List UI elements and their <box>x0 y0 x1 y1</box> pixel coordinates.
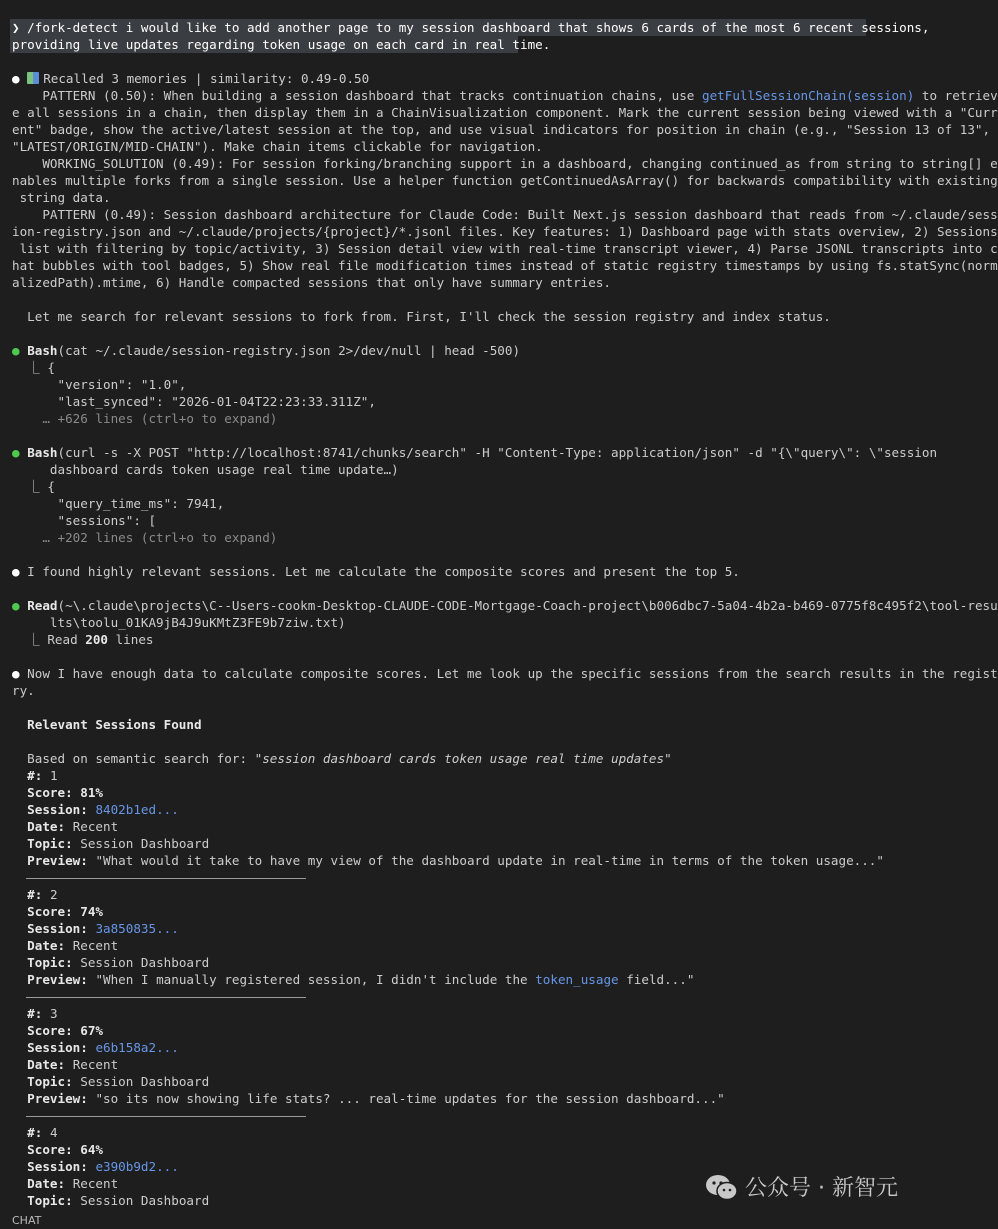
score-value: 81% <box>80 785 104 800</box>
tool-args-cont: lts\toolu_01KA9jB4J9uKMtZ3FE9b7ziw.txt) <box>12 615 346 630</box>
bullet-icon: ● <box>12 343 20 358</box>
label: Session: <box>27 1040 88 1055</box>
user-prompt: ❯ /fork-detect i would like to add another page to my session dashboard that shows 6 cards of the most 6 recent sessions, <box>12 20 930 35</box>
divider <box>26 997 306 998</box>
memory-icon <box>27 72 39 84</box>
memory-1-line-2: e all sessions in a chain, then display them in a ChainVisualization component. Mark the current session being viewed with a "Curr <box>12 105 998 120</box>
session-num <box>12 1005 922 1022</box>
session-date <box>12 818 922 835</box>
watermark-text: 公众号 · 新智元 <box>745 1175 898 1201</box>
tool-output-line <box>12 631 922 648</box>
preview-text: "so its now showing life stats? ... real-time updates for the session dashboard..." <box>95 1091 725 1106</box>
inline-code: getFullSessionChain(session) <box>701 88 915 103</box>
value: 2 <box>49 887 58 902</box>
preview-text: "What would it take to have my view of the dashboard update in real-time in terms of the token usage..." <box>95 853 884 868</box>
tool-name: Bash <box>27 343 58 358</box>
value: Recent <box>72 1176 119 1191</box>
tool-output-line: "last_synced": "2026-01-04T22:23:33.311Z", <box>12 394 376 409</box>
tool-output-line: ⎿ { <box>12 360 55 375</box>
top-edge <box>0 0 928 3</box>
memory-3-line-1: PATTERN (0.49): Session dashboard architecture for Claude Code: Built Next.js session dashboard that reads from ~/.claude/sess <box>12 207 998 222</box>
session-link[interactable]: 8402b1ed... <box>95 802 179 817</box>
tool-args: (cat ~/.claude/session-registry.json 2>/dev/null | head -500) <box>57 343 521 358</box>
memory-2-line-2: nables multiple forks from a single session. Use a helper function getContinuedAsArray() for backwards compatibility with existing <box>12 173 998 188</box>
session-score <box>12 784 922 801</box>
label: #: <box>27 1125 43 1140</box>
read-label: ⎿ Read <box>12 632 86 647</box>
value: Session Dashboard <box>80 1193 210 1208</box>
label: #: <box>27 768 43 783</box>
session-topic <box>12 1073 922 1090</box>
prompt-line-2: providing live updates regarding token usage on each card in real time. <box>12 37 551 52</box>
label: Score: <box>27 904 73 919</box>
memory-1-line-3: ent" badge, show the active/latest session at the top, and use visual indicators for position in chain (e.g., "Session 13 of 13", <box>12 122 991 137</box>
session-topic <box>12 835 922 852</box>
tool-output-line: ⎿ { <box>12 479 55 494</box>
label: Session: <box>27 802 88 817</box>
label: Topic: <box>27 836 73 851</box>
bullet-icon: ● <box>12 71 20 86</box>
value: 1 <box>49 768 58 783</box>
session-link[interactable]: e6b158a2... <box>95 1040 179 1055</box>
value: Session Dashboard <box>80 836 210 851</box>
memory-2-line-1: WORKING_SOLUTION (0.49): For session forking/branching support in a dashboard, changing continued_as from string to string[] e <box>12 156 998 171</box>
prompt-line-1: /fork-detect i would like to add another page to my session dashboard that shows 6 cards of the most 6 recent sessions, <box>27 20 930 35</box>
session-num <box>12 1124 922 1141</box>
preview-text: "When I manually registered session, I didn't include the <box>95 972 536 987</box>
label: Topic: <box>27 955 73 970</box>
label: Preview: <box>27 972 88 987</box>
memory-text: to retriev <box>914 88 998 103</box>
memory-3-line-4: hat bubbles with tool badges, 5) Show real file modification times instead of static registry timestamps by using fs.statSync(norm <box>12 258 998 273</box>
session-preview <box>12 1090 922 1107</box>
session-id <box>12 920 922 937</box>
read-suffix: lines <box>108 632 154 647</box>
session-score <box>12 1141 922 1158</box>
value: Session Dashboard <box>80 1074 210 1089</box>
session-id <box>12 1039 922 1056</box>
search-intro: Let me search for relevant sessions to fork from. First, I'll check the session registry and index status. <box>12 309 831 324</box>
bullet-icon: ● <box>12 445 20 460</box>
tool-output-line: "version": "1.0", <box>12 377 187 392</box>
preview-text: field..." <box>618 972 695 987</box>
label: Date: <box>27 1176 66 1191</box>
memories-header <box>12 70 922 87</box>
label: Session: <box>27 1159 88 1174</box>
memory-text: PATTERN (0.50): When building a session dashboard that tracks continuation chains, use <box>12 88 702 103</box>
score-value: 67% <box>80 1023 104 1038</box>
wechat-icon <box>705 1174 739 1202</box>
session-date <box>12 937 922 954</box>
assistant-message <box>12 563 922 580</box>
label: Session: <box>27 921 88 936</box>
label: Preview: <box>27 1091 88 1106</box>
results-query <box>12 750 922 767</box>
session-num <box>12 767 922 784</box>
session-link[interactable]: 3a850835... <box>95 921 179 936</box>
expand-hint[interactable]: … +202 lines (ctrl+o to expand) <box>12 530 278 545</box>
value: 4 <box>49 1125 58 1140</box>
tool-name: Bash <box>27 445 58 460</box>
session-topic <box>12 954 922 971</box>
expand-hint[interactable]: … +626 lines (ctrl+o to expand) <box>12 411 278 426</box>
session-date <box>12 1056 922 1073</box>
score-value: 74% <box>80 904 104 919</box>
query-label: Based on semantic search for: <box>12 751 255 766</box>
tool-args-cont: dashboard cards token usage real time update…) <box>12 462 399 477</box>
value: Recent <box>72 938 119 953</box>
inline-code: token_usage <box>535 972 619 987</box>
label: Date: <box>27 1057 66 1072</box>
label: #: <box>27 1006 43 1021</box>
bullet-icon: ● <box>12 598 20 613</box>
memory-3-line-2: ion-registry.json and ~/.claude/projects/{project}/*.jsonl files. Key features: 1) Dashboard page with stats overview, 2) Sessions <box>12 224 998 239</box>
session-preview <box>12 971 922 988</box>
tool-args: (~\.claude\projects\C--Users-cookm-Desktop-CLAUDE-CODE-Mortgage-Coach-project\b006dbc7-5a04-4b2a-b469-0775f8c495f2\tool-resu <box>57 598 998 613</box>
label: Score: <box>27 1023 73 1038</box>
tool-output-line: "query_time_ms": 7941, <box>12 496 225 511</box>
tool-call-bash-2[interactable] <box>12 444 938 461</box>
value: Recent <box>72 819 119 834</box>
memory-1-line-1 <box>12 87 998 104</box>
label: Score: <box>27 785 73 800</box>
value: 3 <box>49 1006 58 1021</box>
tool-args: (curl -s -X POST "http://localhost:8741/chunks/search" -H "Content-Type: application/json" -d "{\"query\": \"session <box>57 445 938 460</box>
session-preview <box>12 852 922 869</box>
assistant-message <box>12 665 998 682</box>
message-text: Now I have enough data to calculate composite scores. Let me look up the specific sessions from the search results in the regist <box>19 666 998 681</box>
bullet-icon: ● <box>12 666 20 681</box>
bullet-icon: ● <box>12 564 20 579</box>
session-link[interactable]: e390b9d2... <box>95 1159 179 1174</box>
label: Date: <box>27 938 66 953</box>
memory-2-line-3: string data. <box>12 190 111 205</box>
label: Topic: <box>27 1193 73 1208</box>
divider <box>26 1116 306 1117</box>
tool-output-line: "sessions": [ <box>12 513 157 528</box>
results-title: Relevant Sessions Found <box>12 717 202 732</box>
user-prompt-cont <box>12 36 922 53</box>
label: Date: <box>27 819 66 834</box>
query-text: "session dashboard cards token usage real time updates" <box>254 751 672 766</box>
label: Preview: <box>27 853 88 868</box>
memories-header-text: Recalled 3 memories | similarity: 0.49-0.50 <box>43 71 370 86</box>
label: Topic: <box>27 1074 73 1089</box>
memory-3-line-3: list with filtering by topic/activity, 3) Session detail view with real-time transcript viewer, 4) Parse JSONL transcripts into c <box>12 241 998 256</box>
session-id <box>12 801 922 818</box>
assistant-message-cont: ry. <box>12 683 35 698</box>
read-count: 200 <box>85 632 109 647</box>
label: #: <box>27 887 43 902</box>
memory-3-line-5: alizedPath).mtime, 6) Handle compacted sessions that only have summary entries. <box>12 275 611 290</box>
session-score <box>12 1022 922 1039</box>
divider <box>26 878 306 879</box>
value: Recent <box>72 1057 119 1072</box>
chat-label: CHAT <box>12 1214 42 1227</box>
watermark <box>705 1174 898 1202</box>
tool-name: Read <box>27 598 58 613</box>
memory-1-line-4: "LATEST/ORIGIN/MID-CHAIN"). Make chain items clickable for navigation. <box>12 139 543 154</box>
tool-call-read[interactable] <box>12 597 998 614</box>
tool-call-bash-1[interactable] <box>12 342 922 359</box>
label: Score: <box>27 1142 73 1157</box>
message-text: I found highly relevant sessions. Let me calculate the composite scores and present the top 5. <box>19 564 740 579</box>
session-id <box>12 1158 922 1175</box>
session-score <box>12 903 922 920</box>
score-value: 64% <box>80 1142 104 1157</box>
session-num <box>12 886 922 903</box>
value: Session Dashboard <box>80 955 210 970</box>
